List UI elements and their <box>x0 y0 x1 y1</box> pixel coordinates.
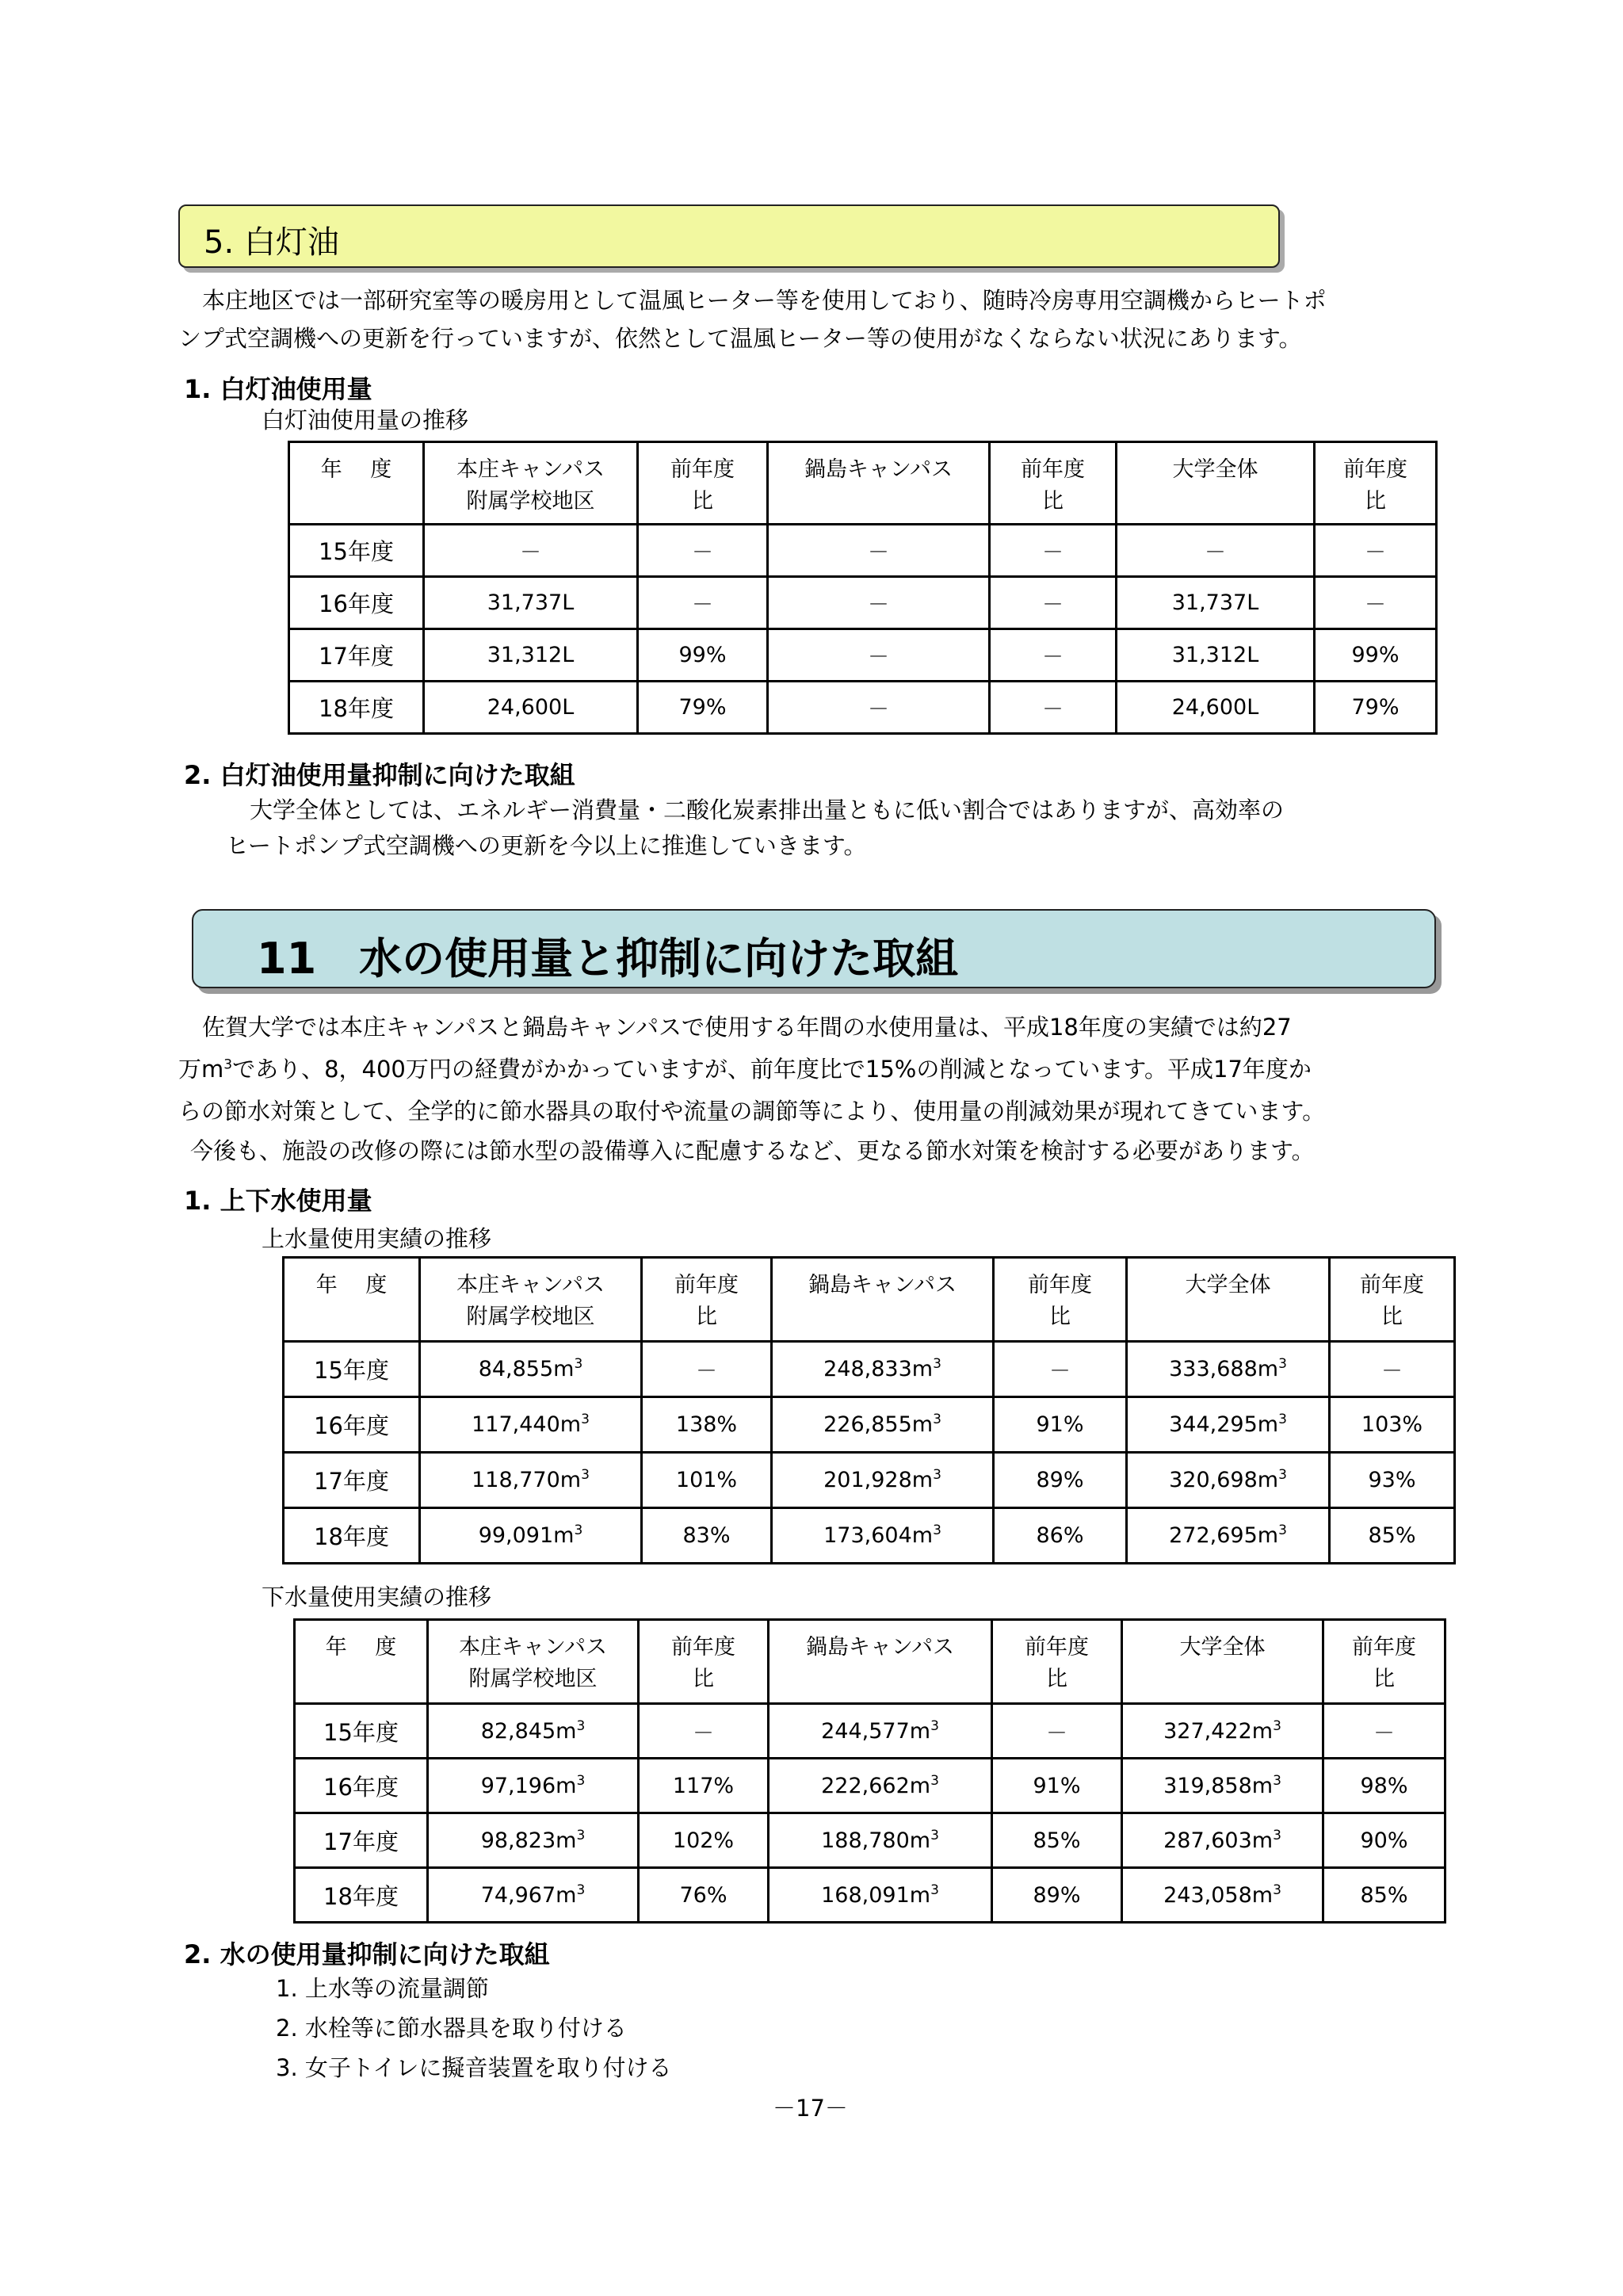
table-row: 15年度 $82,845m^3$ － $244,577m^3$ － $327,422m^3$ － <box>295 1704 1445 1759</box>
sec11-sub2-heading: 2. 水の使用量抑制に向けた取組 <box>184 1939 550 1969</box>
table-row: 15年度 － － － － － － <box>289 525 1437 577</box>
table-row: 17年度 $98,823m^3$ 102% $188,780m^3$ 85% $287,603m^3$ 90% <box>295 1813 1445 1868</box>
list-item: 1. 上水等の流量調節 <box>276 1975 489 2002</box>
sec5-sub2-heading: 2. 白灯油使用量抑制に向けた取組 <box>184 760 575 790</box>
table-row: 15年度 $84,855m^3$ － $248,833m^3$ － $333,688m^3$ － <box>284 1342 1455 1397</box>
sec5-body2-line2: ヒートポンプ式空調機への更新を今以上に推進していきます。 <box>226 832 867 859</box>
header-year: 年 度 <box>295 1620 428 1704</box>
sec11-para-line4: 今後も、施設の改修の際には節水型の設備導入に配慮するなど、更なる節水対策を検討する必要があります。 <box>190 1137 1315 1164</box>
sec5-body2-line1: 大学全体としては、エネルギー消費量・二酸化炭素排出量ともに低い割合ではありますが、高効率の <box>250 797 1285 823</box>
header-honjo: 本庄キャンパス 附属学校地区 <box>420 1258 642 1342</box>
header-yoy: 前年度 比 <box>1323 1620 1445 1704</box>
page-number: －17－ <box>773 2095 848 2122</box>
table-row: 18年度 $74,967m^3$ 76% $168,091m^3$ 89% $243,058m^3$ 85% <box>295 1868 1445 1923</box>
header-year: 年 度 <box>284 1258 420 1342</box>
table-row: 16年度 31,737L － － － 31,737L － <box>289 577 1437 629</box>
header-honjo: 本庄キャンパス 附属学校地区 <box>428 1620 639 1704</box>
table-row: 16年度 $97,196m^3$ 117% $222,662m^3$ 91% $319,858m^3$ 98% <box>295 1759 1445 1813</box>
header-yoy: 前年度 比 <box>638 442 768 525</box>
sec11-para-line3: らの節水対策として、全学的に節水器具の取付や流量の調節等により、使用量の削減効果が現れてきています。 <box>178 1098 1326 1125</box>
sec11-para-line1: 佐賀大学では本庄キャンパスと鍋島キャンパスで使用する年間の水使用量は、平成18年度の実績では約27 <box>202 1014 1292 1041</box>
header-total: 大学全体 <box>1127 1258 1330 1342</box>
header-yoy: 前年度 比 <box>990 442 1117 525</box>
sec11-sub1-heading: 1. 上下水使用量 <box>184 1186 372 1216</box>
header-yoy: 前年度 比 <box>994 1258 1127 1342</box>
kerosene-table-caption: 白灯油使用量の推移 <box>262 407 469 434</box>
table-row: 17年度 $118,770m^3$ 101% $201,928m^3$ 89% $320,698m^3$ 93% <box>284 1453 1455 1508</box>
table-row: 16年度 $117,440m^3$ 138% $226,855m^3$ 91% $344,295m^3$ 103% <box>284 1397 1455 1453</box>
header-yoy: 前年度 比 <box>639 1620 769 1704</box>
header-yoy: 前年度 比 <box>992 1620 1122 1704</box>
kerosene-usage-table <box>288 441 1438 735</box>
sec11-para-line2: 万$m^3$であり、8，400万円の経費がかかっていますが、前年度比で15%の削減となっています。平成17年度か <box>178 1056 1312 1083</box>
lower-water-caption: 下水量使用実績の推移 <box>262 1584 492 1610</box>
sec5-intro-line1: 本庄地区では一部研究室等の暖房用として温風ヒーター等を使用しており、随時冷房専用空調機からヒートポ <box>202 287 1327 314</box>
section-11-title: 11 水の使用量と抑制に向けた取組 <box>257 934 959 984</box>
table-row: 18年度 $99,091m^3$ 83% $173,604m^3$ 86% $272,695m^3$ 85% <box>284 1508 1455 1564</box>
header-yoy: 前年度 比 <box>1315 442 1437 525</box>
sec5-intro-line2: ンプ式空調機への更新を行っていますが、依然として温風ヒーター等の使用がなくならない状況にあります。 <box>178 325 1302 352</box>
header-total: 大学全体 <box>1122 1620 1323 1704</box>
section-5-heading <box>178 204 1280 268</box>
header-yoy: 前年度 比 <box>642 1258 772 1342</box>
sec5-sub1-heading: 1. 白灯油使用量 <box>184 374 372 404</box>
table-row: 17年度 31,312L 99% － － 31,312L 99% <box>289 629 1437 682</box>
list-item: 2. 水栓等に節水器具を取り付ける <box>276 2015 627 2042</box>
header-honjo: 本庄キャンパス 附属学校地区 <box>424 442 638 525</box>
header-yoy: 前年度 比 <box>1330 1258 1455 1342</box>
upper-water-table <box>282 1256 1456 1564</box>
section-5-title: 5. 白灯油 <box>204 224 339 261</box>
header-year: 年 度 <box>289 442 424 525</box>
lower-water-table <box>293 1618 1446 1924</box>
section-11-heading <box>192 909 1436 988</box>
upper-water-caption: 上水量使用実績の推移 <box>262 1225 492 1252</box>
header-nabeshima: 鍋島キャンパス <box>769 1620 992 1704</box>
table-row: 18年度 24,600L 79% － － 24,600L 79% <box>289 682 1437 734</box>
header-nabeshima: 鍋島キャンパス <box>772 1258 994 1342</box>
header-total: 大学全体 <box>1117 442 1315 525</box>
list-item: 3. 女子トイレに擬音装置を取り付ける <box>276 2054 672 2081</box>
header-nabeshima: 鍋島キャンパス <box>768 442 990 525</box>
